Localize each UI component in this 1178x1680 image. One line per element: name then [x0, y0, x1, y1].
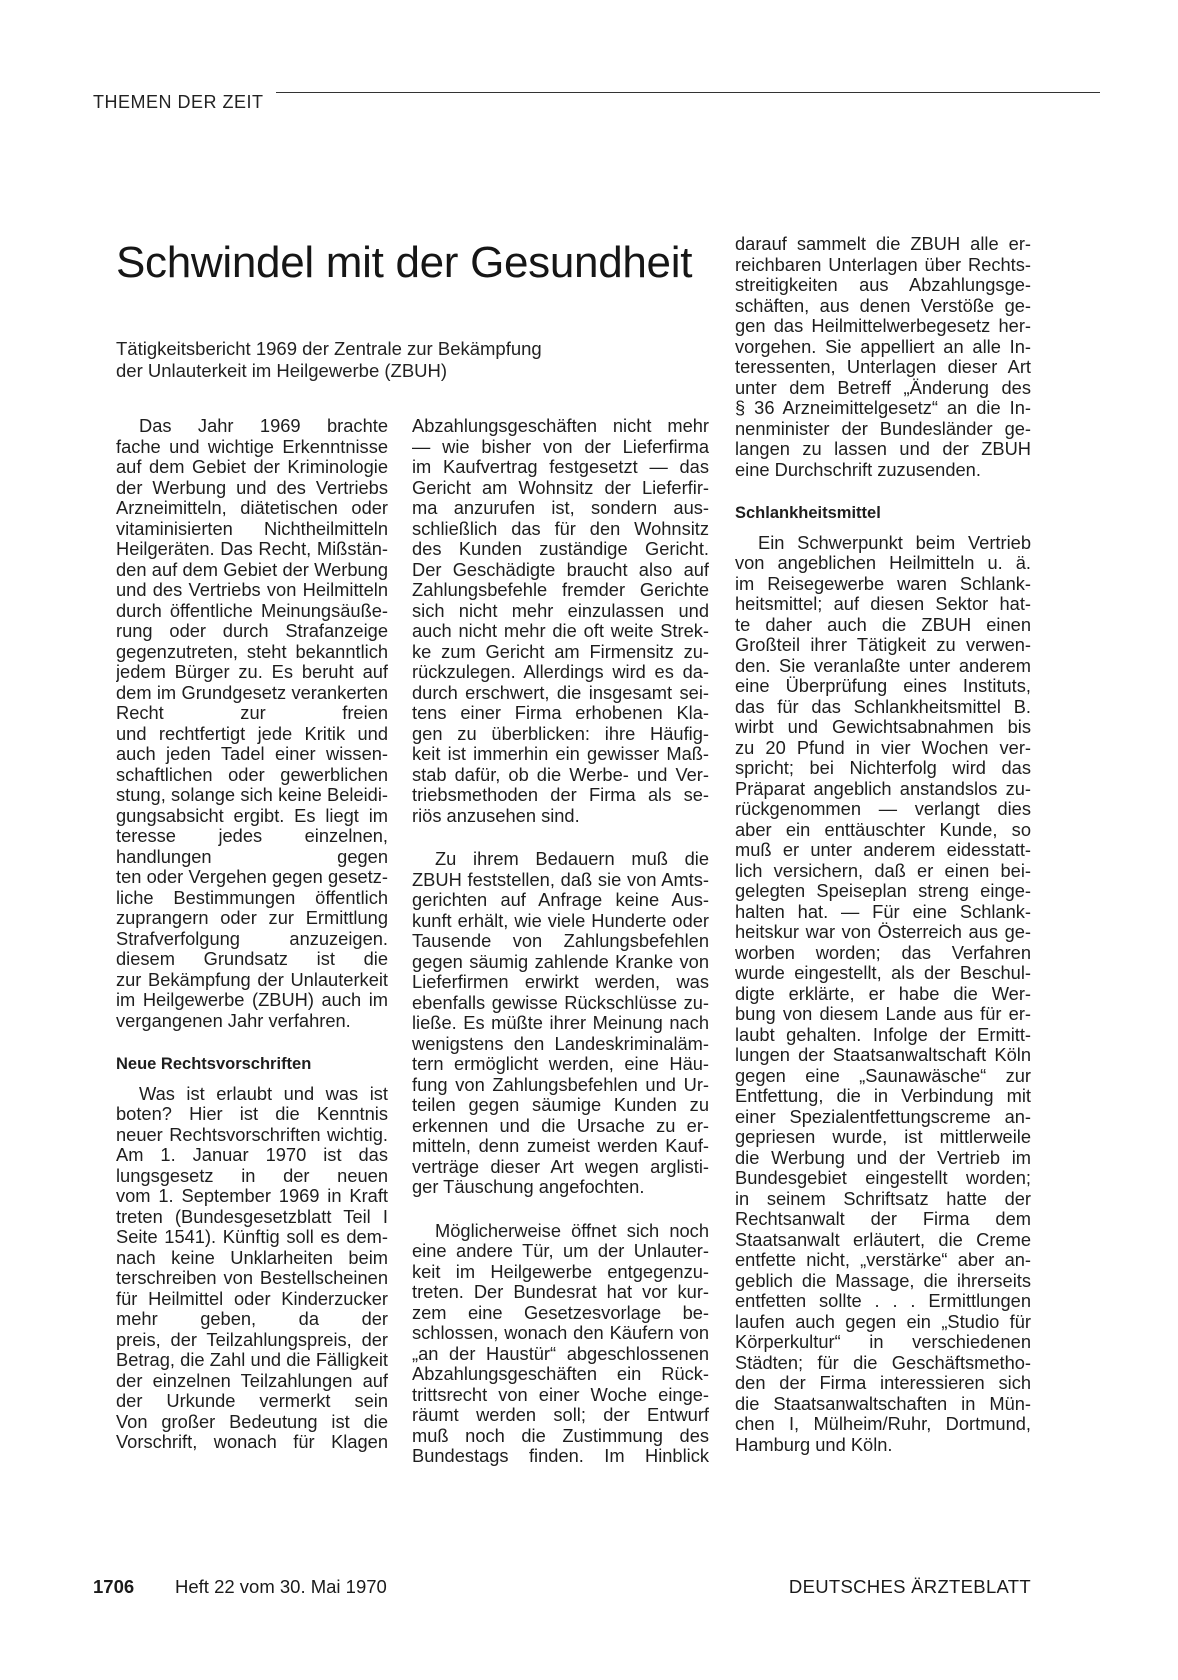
text-line: stung, solange sich keine Beleidi-: [116, 785, 388, 805]
text-line: der Urkunde vermerkt sein: [116, 1391, 388, 1411]
text-line: erkennen und die Ursache zu er-: [412, 1115, 709, 1136]
text-line: darauf sammelt die ZBUH alle er-: [735, 234, 1031, 254]
issue-line: Heft 22 vom 30. Mai 1970: [175, 1576, 387, 1597]
text-line: laubt gehalten. Infolge der Ermitt-: [735, 1024, 1031, 1045]
text-line: eine Überprüfung eines Instituts,: [735, 676, 1031, 696]
text-line: nach keine Unklarheiten beim: [116, 1247, 388, 1268]
text-line: der Werbung und des Vertriebs: [116, 477, 388, 498]
text-line: spricht; bei Nichterfolg wird das: [735, 758, 1031, 778]
text-line: unter dem Betreff „Änderung des: [735, 377, 1031, 398]
text-line: Entfettung, die in Verbindung mit: [735, 1086, 1031, 1106]
text-line: chen I, Mülheim/Ruhr, Dortmund,: [735, 1414, 1031, 1434]
text-line: rung oder durch Strafanzeige: [116, 621, 388, 641]
text-line: fache und wichtige Erkenntnisse: [116, 436, 388, 457]
text-line: treten (Bundesgesetzblatt Teil I: [116, 1206, 388, 1227]
text-line: boten? Hier ist die Kenntnis: [116, 1104, 388, 1124]
text-line: den. Sie veranlaßte unter anderem: [735, 655, 1031, 676]
section-heading: Schlankheitsmittel: [735, 504, 881, 522]
text-line: ger Täuschung angefochten.: [412, 1176, 645, 1197]
text-line: auch jeden Tadel einer wissen-: [116, 744, 388, 764]
text-line: Was ist erlaubt und was ist: [139, 1083, 388, 1104]
text-line: bung von diesem Lande aus für er-: [735, 1004, 1031, 1024]
text-line: einer Spezialentfettungscreme an-: [735, 1106, 1031, 1127]
text-line: Präparat angeblich anstandslos zu-: [735, 778, 1031, 799]
text-line: die Werbung und der Vertrieb im: [735, 1147, 1031, 1168]
text-line: lich versichern, daß er einen bei-: [735, 860, 1031, 881]
text-line: entfette nicht, „verstärke“ aber an-: [735, 1250, 1031, 1270]
text-line: wirbt und Gewichtsabnahmen bis: [735, 717, 1031, 737]
text-line: Strafverfolgung anzuzeigen.: [116, 928, 388, 949]
text-line: neuer Rechtsvorschriften wichtig.: [116, 1124, 388, 1145]
text-line: Zahlungsbefehle fremder Gerichte: [412, 580, 709, 600]
text-line: halten hat. — Für eine Schlank-: [735, 901, 1031, 922]
text-line: teresse jedes einzelnen,: [116, 826, 388, 846]
text-line: gen das Heilmittelwerbegesetz her-: [735, 316, 1031, 336]
text-line: mitteln, denn zumeist werden Kauf-: [412, 1136, 709, 1156]
text-line: nenminister der Bundesländer ge-: [735, 418, 1031, 439]
text-line: Der Geschädigte braucht also auf: [412, 559, 709, 580]
text-line: handlungen gegen: [116, 846, 388, 867]
text-line: gegen säumig zahlende Kranke von: [412, 951, 709, 972]
text-line: den auf dem Gebiet der Werbung: [116, 559, 388, 580]
text-line: treten. Der Bundesrat hat vor kur-: [412, 1282, 709, 1302]
text-line: teressenten, Unterlagen dieser Art: [735, 357, 1031, 377]
text-line: reichbaren Unterlagen über Rechts-: [735, 254, 1031, 275]
text-line: und des Vertriebs von Heilmitteln: [116, 580, 388, 600]
text-line: ZBUH feststellen, daß sie von Amts-: [412, 869, 709, 890]
text-line: Körperkultur“ in verschiedenen: [735, 1332, 1031, 1352]
text-line: „an der Haustür“ abgeschlossenen: [412, 1343, 709, 1364]
text-line: entfetten sollte . . . Ermittlungen: [735, 1291, 1031, 1311]
text-line: teilen gegen säumige Kunden zu: [412, 1095, 709, 1115]
text-line: — wie bisher von der Lieferfirma: [412, 436, 709, 457]
text-line: aber ein enttäuschter Kunde, so: [735, 819, 1031, 840]
text-line: Recht zur freien: [116, 703, 388, 723]
text-line: und rechtfertigt jede Kritik und: [116, 723, 388, 744]
text-line: heitskur war von Österreich aus ge-: [735, 922, 1031, 942]
text-line: verträge dieser Art wegen arglisti-: [412, 1156, 709, 1177]
text-line: Städten; für die Geschäftsmetho-: [735, 1352, 1031, 1373]
text-line: Betrag, die Zahl und die Fälligkeit: [116, 1350, 388, 1370]
text-line: Zu ihrem Bedauern muß die: [435, 849, 709, 869]
text-line: lungsgesetz in der neuen: [116, 1165, 388, 1186]
text-line: heitsmittel; auf diesen Sektor hat-: [735, 594, 1031, 614]
text-line: Von großer Bedeutung ist die: [116, 1411, 388, 1432]
text-line: trittsrecht von einer Woche einge-: [412, 1384, 709, 1405]
text-line: ebenfalls gewisse Rückschlüsse zu-: [412, 992, 709, 1013]
text-line: gegenzutreten, steht bekanntlich: [116, 641, 388, 662]
text-line: worben worden; das Verfahren: [735, 942, 1031, 963]
paragraph-gap: [412, 1198, 709, 1221]
text-line: schlossen, wonach den Käufern von: [412, 1323, 709, 1343]
text-line: das für das Schlankheitsmittel B.: [735, 696, 1031, 717]
text-line: Großteil ihrer Tätigkeit zu verwen-: [735, 635, 1031, 655]
text-line: schaftlichen oder gewerblichen: [116, 764, 388, 785]
text-line: triebsmethoden der Firma als se-: [412, 785, 709, 805]
text-line: jedem Bürger zu. Es beruht auf: [116, 662, 388, 682]
text-line: Arzneimitteln, diätetischen oder: [116, 498, 388, 518]
header-rule: [276, 92, 1100, 93]
text-line: Tausende von Zahlungsbefehlen: [412, 931, 709, 951]
paragraph-gap: [412, 826, 709, 849]
text-line: ma anzurufen ist, sondern aus-: [412, 498, 709, 518]
text-line: Abzahlungsgeschäften nicht mehr: [412, 416, 709, 436]
subtitle-line: der Unlauterkeit im Heilgewerbe (ZBUH): [116, 360, 448, 381]
text-line: Abzahlungsgeschäften ein Rück-: [412, 1364, 709, 1384]
text-line: lungen der Staatsanwaltschaft Köln: [735, 1045, 1031, 1065]
text-line: vergangenen Jahr verfahren.: [116, 1009, 351, 1031]
text-line: ten oder Vergehen gegen gesetz-: [116, 867, 388, 887]
text-line: geblich die Massage, die ihrerseits: [735, 1270, 1031, 1291]
text-line: ließe. Es müßte ihrer Meinung nach: [412, 1013, 709, 1033]
text-line: rückgenommen — verlangt dies: [735, 799, 1031, 819]
text-line: im Heilgewerbe (ZBUH) auch im: [116, 990, 388, 1010]
text-line: te daher auch die ZBUH einen: [735, 614, 1031, 635]
text-line: Staatsanwalt erläutert, die Creme: [735, 1229, 1031, 1250]
text-line: liche Bestimmungen öffentlich: [116, 887, 388, 908]
text-line: langen zu lassen und der ZBUH: [735, 439, 1031, 459]
text-line: wenigstens den Landeskriminaläm-: [412, 1033, 709, 1054]
text-line: Gericht am Wohnsitz der Lieferfir-: [412, 477, 709, 498]
text-column-1: [116, 416, 388, 1453]
text-line: diesem Grundsatz ist die: [116, 949, 388, 969]
text-line: eine Durchschrift zuzusenden.: [735, 458, 981, 480]
text-line: eine andere Tür, um der Unlauter-: [412, 1241, 709, 1261]
text-line: für Heilmittel oder Kinderzucker: [116, 1288, 388, 1309]
text-line: fung von Zahlungsbefehlen und Ur-: [412, 1074, 709, 1095]
text-line: vom 1. September 1969 in Kraft: [116, 1186, 388, 1206]
text-line: im Reisegewerbe waren Schlank-: [735, 573, 1031, 594]
text-line: muß noch die Zustimmung des: [412, 1425, 709, 1446]
text-line: dem im Grundgesetz verankerten: [116, 682, 388, 703]
text-line: vorgehen. Sie appelliert an alle In-: [735, 336, 1031, 357]
text-line: den der Firma interessieren sich: [735, 1373, 1031, 1393]
text-line: tens einer Firma erhobenen Kla-: [412, 703, 709, 723]
text-line: in seinem Schriftsatz hatte der: [735, 1188, 1031, 1209]
text-line: vitaminisierten Nichtheilmitteln: [116, 518, 388, 539]
text-line: wurde eingestellt, als der Beschul-: [735, 963, 1031, 983]
text-column-3: [735, 234, 1031, 1455]
text-line: Lieferfirmen erwirkt werden, was: [412, 972, 709, 992]
text-line: digte erklärte, er habe die Wer-: [735, 983, 1031, 1004]
text-line: keit ist immerhin ein gewisser Maß-: [412, 744, 709, 764]
page-number: 1706: [93, 1576, 135, 1597]
paragraph-gap: [116, 1031, 388, 1054]
text-line: rückzulegen. Allerdings wird es da-: [412, 662, 709, 682]
text-line: kunft erhält, wie viele Hunderte oder: [412, 910, 709, 931]
text-line: Bundestags finden. Im Hinblick: [412, 1446, 709, 1466]
text-column-2: [412, 416, 709, 1467]
text-line: Bundesgebiet eingestellt worden;: [735, 1168, 1031, 1188]
section-heading: Neue Rechtsvorschriften: [116, 1055, 312, 1073]
text-line: Rechtsanwalt der Firma dem: [735, 1209, 1031, 1229]
text-line: riös anzusehen sind.: [412, 804, 580, 826]
text-line: Seite 1541). Künftig soll es dem-: [116, 1227, 388, 1247]
text-line: Möglicherweise öffnet sich noch: [435, 1220, 709, 1241]
text-line: zuprangern oder zur Ermittlung: [116, 908, 388, 928]
text-line: muß er unter anderem eidesstatt-: [735, 840, 1031, 860]
text-line: gen zu überblicken: ihre Häufig-: [412, 723, 709, 744]
text-line: zu 20 Pfund in vier Wochen ver-: [735, 737, 1031, 758]
article-subtitle: [116, 338, 616, 382]
text-line: laufen auch gegen ein „Studio für: [735, 1311, 1031, 1332]
text-line: Heilgeräten. Das Recht, Mißstän-: [116, 539, 388, 559]
text-line: des Kunden zuständige Gericht.: [412, 539, 709, 559]
text-line: Hamburg und Köln.: [735, 1433, 893, 1455]
text-line: der einzelnen Teilzahlungen auf: [116, 1370, 388, 1391]
text-line: räumt werden soll; der Entwurf: [412, 1405, 709, 1425]
running-head: THEMEN DER ZEIT: [93, 92, 264, 112]
text-line: schließlich das für den Wohnsitz: [412, 518, 709, 539]
text-line: gelegten Speiseplan streng einge-: [735, 881, 1031, 901]
paragraph-gap: [735, 480, 1031, 503]
text-line: preis, der Teilzahlungspreis, der: [116, 1329, 388, 1350]
text-line: terschreiben von Bestellscheinen: [116, 1268, 388, 1288]
text-line: im Kaufvertrag festgesetzt — das: [412, 457, 709, 477]
text-line: Am 1. Januar 1970 ist das: [116, 1145, 388, 1165]
article-title: Schwindel mit der Gesundheit: [116, 238, 693, 287]
text-line: tern ermöglicht werden, eine Häu-: [412, 1054, 709, 1074]
text-line: gepriesen wurde, ist mittlerweile: [735, 1127, 1031, 1147]
text-line: auch nicht mehr die oft weite Strek-: [412, 621, 709, 641]
text-line: gegen eine „Saunawäsche“ zur: [735, 1065, 1031, 1086]
text-line: gerichten auf Anfrage keine Aus-: [412, 890, 709, 910]
text-line: Das Jahr 1969 brachte: [139, 416, 388, 436]
journal-name: DEUTSCHES ÄRZTEBLATT: [788, 1576, 1031, 1597]
text-line: schäften, aus denen Verstöße ge-: [735, 295, 1031, 316]
text-line: Ein Schwerpunkt beim Vertrieb: [758, 532, 1031, 553]
text-line: durch öffentliche Meinungsäuße-: [116, 600, 388, 621]
text-line: mehr geben, da der: [116, 1309, 388, 1329]
text-line: streitigkeiten aus Abzahlungsge-: [735, 275, 1031, 295]
text-line: zem eine Gesetzesvorlage be-: [412, 1302, 709, 1323]
text-line: von angeblichen Heilmitteln u. ä.: [735, 553, 1031, 573]
text-line: Vorschrift, wonach für Klagen: [116, 1432, 388, 1452]
text-line: keit im Heilgewerbe entgegenzu-: [412, 1261, 709, 1282]
text-line: gungsabsicht ergibt. Es liegt im: [116, 805, 388, 826]
text-line: zur Bekämpfung der Unlauterkeit: [116, 969, 388, 990]
text-line: sich nicht mehr einzulassen und: [412, 600, 709, 621]
subtitle-line: Tätigkeitsbericht 1969 der Zentrale zur Bekämpfung: [116, 338, 542, 359]
text-line: durch erschwert, die insgesamt sei-: [412, 682, 709, 703]
text-line: auf dem Gebiet der Kriminologie: [116, 457, 388, 477]
text-line: stab dafür, ob die Werbe- und Ver-: [412, 764, 709, 785]
text-line: § 36 Arzneimittelgesetz“ an die In-: [735, 398, 1031, 418]
text-line: die Staatsanwaltschaften in Mün-: [735, 1393, 1031, 1414]
text-line: ke zum Gericht am Firmensitz zu-: [412, 641, 709, 662]
